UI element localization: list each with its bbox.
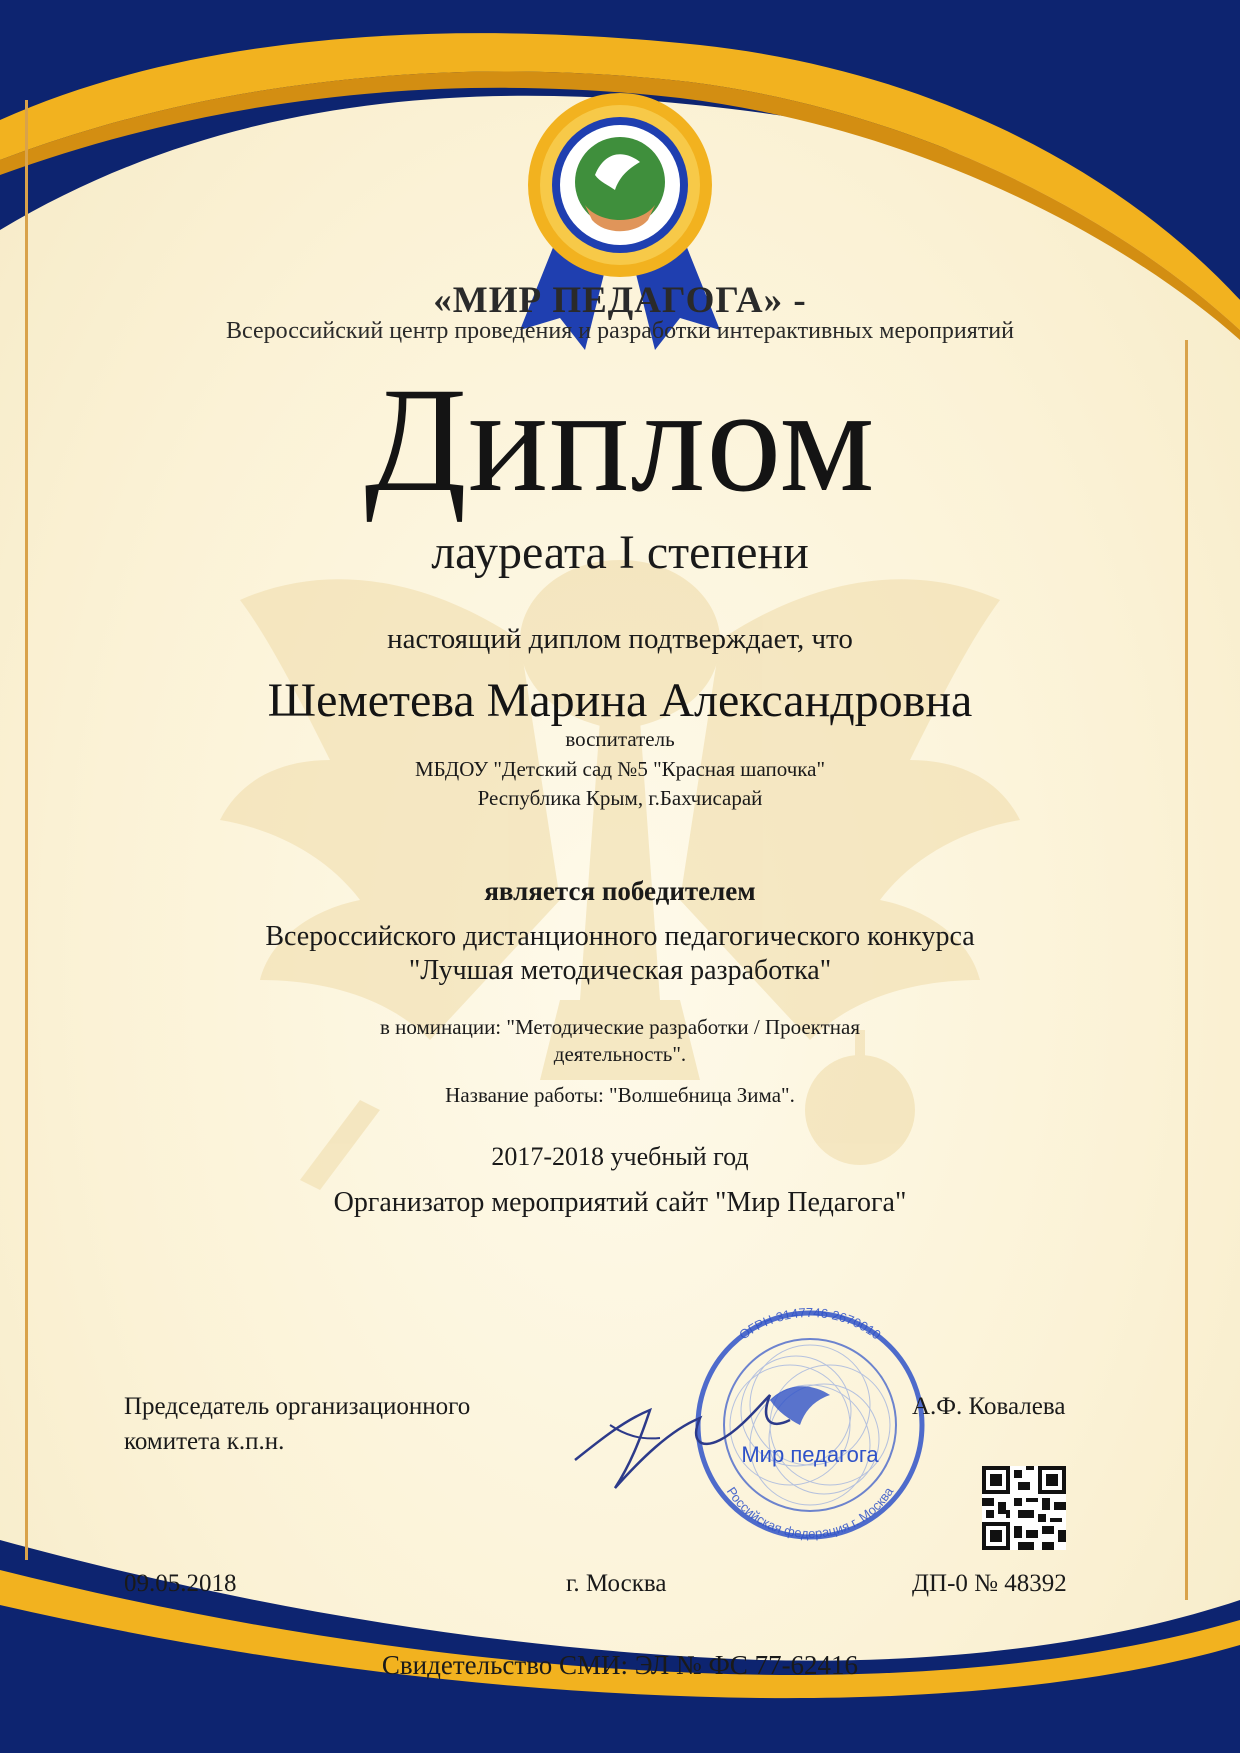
stamp-ring-top: ОГРН 3147746 2670010: [736, 1304, 884, 1343]
diploma-number: ДП-0 № 48392: [912, 1570, 1067, 1597]
diploma-title: Диплом: [364, 357, 876, 523]
nomination-line1: в номинации: "Методические разработки / Проектная: [380, 1015, 860, 1039]
recipient-position: воспитатель: [565, 727, 675, 751]
recipient-institution: МБДОУ "Детский сад №5 "Красная шапочка": [414, 757, 826, 781]
school-year: 2017-2018 учебный год: [491, 1142, 749, 1171]
organizer-text: Организатор мероприятий сайт "Мир Педагога": [333, 1187, 907, 1218]
contest-name-line2: "Лучшая методическая разработка": [408, 955, 832, 986]
confirmation-text: настоящий диплом подтверждает, что: [387, 623, 853, 655]
organization-name: «МИР ПЕДАГОГА» -: [433, 280, 807, 321]
issue-date: 09.05.2018: [124, 1570, 237, 1597]
work-title: Название работы: "Волшебница Зима".: [445, 1083, 795, 1107]
contest-name-line1: Всероссийского дистанционного педагогического конкурса: [265, 921, 975, 952]
stamp-ring-bottom: Российская федерация г. Москва: [723, 1484, 897, 1541]
winner-text: является победителем: [484, 876, 756, 906]
qr-code-icon: [982, 1466, 1066, 1550]
recipient-name: Шеметева Марина Александровна: [267, 674, 973, 727]
chairman-title-line2: комитета к.п.н.: [124, 1428, 285, 1455]
nomination-line2: деятельность".: [553, 1042, 687, 1066]
chairman-title-line1: Председатель организационного: [124, 1393, 471, 1420]
diploma-degree: лауреата I степени: [431, 526, 809, 579]
organization-description: Всероссийский центр проведения и разработки интерактивных мероприятий: [226, 318, 1014, 344]
issue-city: г. Москва: [566, 1570, 667, 1597]
recipient-location: Республика Крым, г.Бахчисарай: [477, 786, 763, 810]
signer-name: А.Ф. Ковалева: [912, 1393, 1066, 1420]
media-certificate: Свидетельство СМИ: ЭЛ № ФС 77-62416: [381, 1650, 859, 1680]
stamp-name: Мир педагога: [741, 1442, 879, 1467]
